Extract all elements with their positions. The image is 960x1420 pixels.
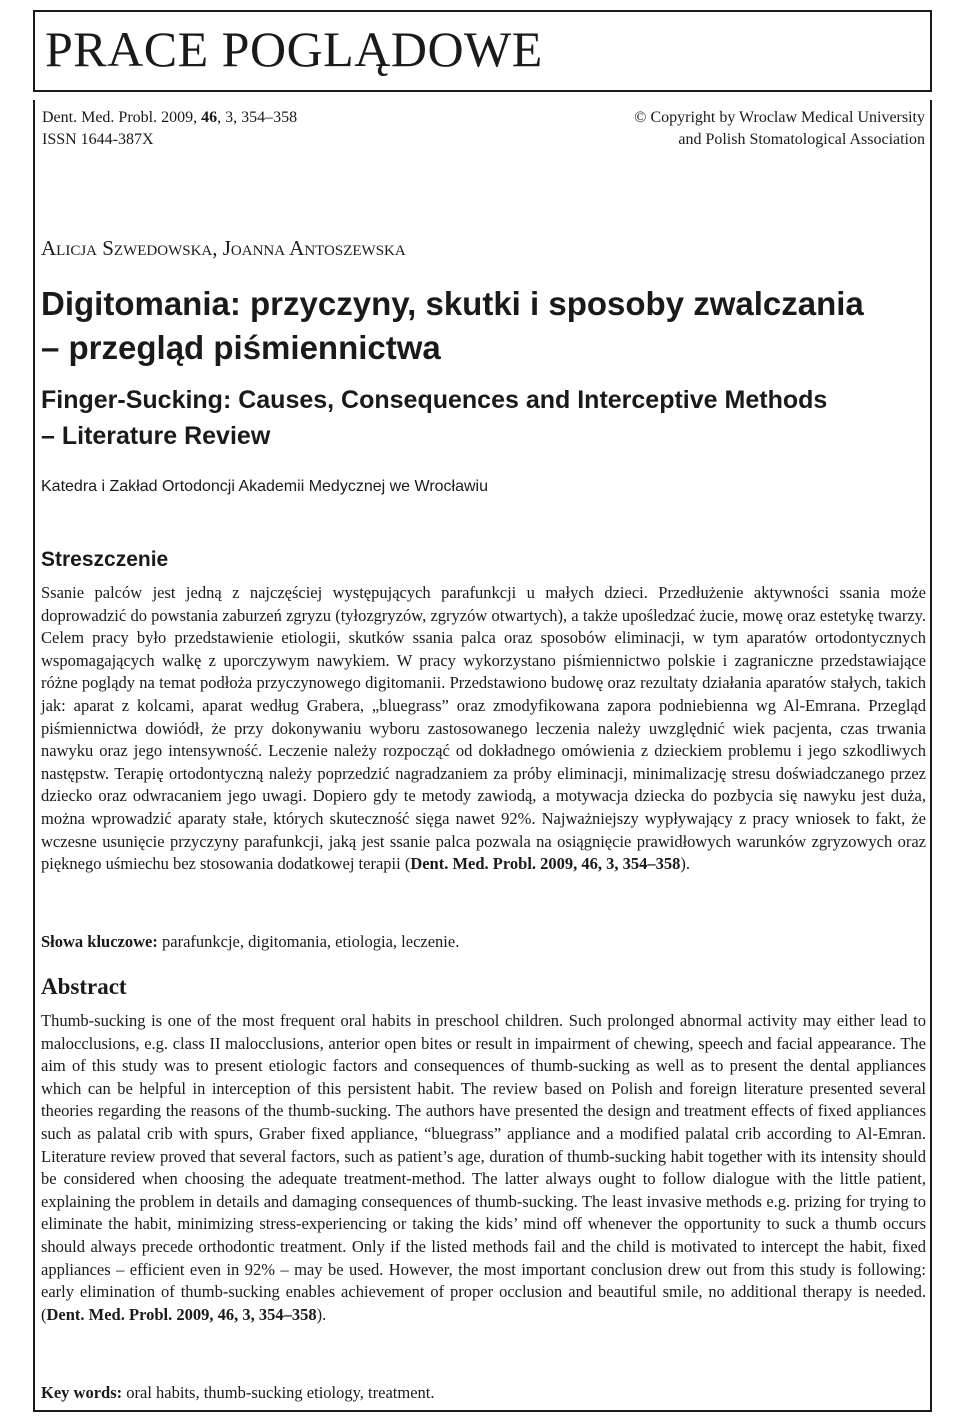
keywords-en-text: oral habits, thumb-sucking etiology, treatment. bbox=[122, 1383, 435, 1402]
article-authors: Alicja Szwedowska, Joanna Antoszewska bbox=[41, 236, 406, 260]
section-title: PRACE POGLĄDOWE bbox=[45, 21, 543, 77]
journal-volume: 46 bbox=[201, 109, 218, 126]
keywords-pl-text: parafunkcje, digitomania, etiologia, leczenie. bbox=[157, 932, 460, 951]
article-title-polish bbox=[41, 282, 921, 370]
abstract-pl-heading: Streszczenie bbox=[41, 548, 169, 571]
keywords-en bbox=[41, 1382, 926, 1404]
section-header-box bbox=[33, 10, 932, 92]
article-title-english bbox=[41, 382, 921, 454]
abstract-en-citation: Dent. Med. Probl. 2009, 46, 3, 354–358 bbox=[46, 1304, 317, 1324]
keywords-pl-label: Słowa kluczowe: bbox=[41, 932, 158, 951]
title-pl-line-1: Digitomania: przyczyny, skutki i sposoby zwalczania bbox=[41, 285, 864, 322]
abstract-en-body bbox=[41, 1010, 926, 1326]
abstract-pl-tail: ). bbox=[680, 854, 691, 874]
affiliation: Katedra i Zakład Ortodoncji Akademii Medycznej we Wrocławiu bbox=[41, 478, 489, 495]
title-en-line-1: Finger-Sucking: Causes, Consequences and Interceptive Methods bbox=[41, 386, 828, 414]
abstract-en-tail: ). bbox=[316, 1304, 327, 1324]
abstract-en-text: Thumb-sucking is one of the most frequent oral habits in preschool children. Such prolonged abnormal activity may either lead to malocclusions, e.g. class II malocclusions, anterior open bites or result in impairment of chewing, speech and facial appearance. The aim of this study was to present etiologic factors and consequences of thumb-sucking as well as to present the dental appliances which can be helpful in interception of this persistent habit. The review based on Polish and foreign literature presented several theories regarding the reasons of the thumb-sucking. The authors have presented the design and treatment effects of fixed appliances such as palatal crib with spurs, Graber fixed appliance, “bluegrass” appliance and a modified palatal crib according to Al-Emran. Literature review proved that several factors, such as patient’s age, duration of thumb-sucking habit together with its intensity should be considered when choosing the adequate treatment-method. The latter always ought to follow dialogue with the little patient, explaining the problem in details and damaging consequences of thumb-sucking. The least invasive methods e.g. prizing for trying to eliminate the habit, minimizing stress-experiencing or taking the kids’ mind off whenever the opportunity to suck a thumb occurs should always precede orthodontic treatment. Only if the listed methods fail and the child is motivated to intercept the habit, fixed appliances – efficient even in 92% – may be used. However, the most important conclusion drew out from this study is following: early elimination of thumb-sucking enables achievement of proper occlusion and beautiful smile, no additional therapy is needed. ( bbox=[41, 1011, 926, 1324]
abstract-pl-text: Ssanie palców jest jedną z najczęściej występujących parafunkcji u małych dzieci. Przedłużenie aktywności ssania może doprowadzić do powstania zaburzeń zgryzu (tyłozgryzów, zgryzów otwartych), a także upośledzać żucie, mowę oraz estetykę twarzy. Celem pracy było przedstawienie etiologii, skutków ssania palca oraz sposobów eliminacji, w tym aparatów ortodontycznych wspomagających walkę z uporczywym nawykiem. W pracy wykorzystano piśmiennictwo polskie i zagraniczne przedstawiające różne poglądy na temat podłoża przyczynowego digitomanii. Przedstawiono budowę oraz rezultaty działania aparatów stałych, takich jak: aparat z kolcami, aparat według Grabera, „bluegrass” oraz zmodyfikowana zapora podniebienna wg Al-Emrana. Przegląd piśmiennictwa dowiódł, że przy dokonywaniu wyboru zastosowanego leczenia należy uwzględnić wiek pacjenta, czas trwania nawyku oraz jego intensywność. Leczenie należy rozpocząć od dokładnego omówienia z dzieckiem problemu i jego szkodliwych następstw. Terapię ortodontyczną należy poprzedzić nagradzaniem za próby eliminacji, minimalizację stresu doświadczanego przez dziecko oraz odwracaniem jego uwagi. Dopiero gdy te metody zawiodą, a motywacja dziecka do pozbycia się nawyku jest duża, można wprowadzić aparaty stałe, których skuteczność sięga nawet 92%. Najważniejszy wypływający z pracy wniosek to fakt, że wczesne usunięcie przyczyny parafunkcji, jaką jest ssanie palca pozwala na osiągnięcie prawidłowych warunków zgryzowych oraz pięknego uśmiechu bez stosowania dodatkowej terapii ( bbox=[41, 583, 926, 874]
abstract-pl-body bbox=[41, 582, 926, 876]
title-pl-line-2: – przegląd piśmiennictwa bbox=[41, 329, 441, 366]
title-en-line-2: – Literature Review bbox=[41, 422, 271, 450]
journal-issue-pages: , 3, 354–358 bbox=[217, 109, 298, 126]
copyright-line-1: © Copyright by Wroclaw Medical University bbox=[634, 109, 925, 126]
journal-issn: ISSN 1644-387X bbox=[42, 131, 154, 148]
copyright-line-2: and Polish Stomatological Association bbox=[678, 131, 925, 148]
abstract-pl-citation: Dent. Med. Probl. 2009, 46, 3, 354–358 bbox=[410, 854, 681, 874]
keywords-pl bbox=[41, 931, 926, 953]
abstract-en-heading: Abstract bbox=[41, 974, 127, 999]
keywords-en-label: Key words: bbox=[41, 1383, 123, 1402]
journal-citation bbox=[42, 107, 297, 129]
journal-name: Dent. Med. Probl. 2009, bbox=[42, 109, 202, 126]
